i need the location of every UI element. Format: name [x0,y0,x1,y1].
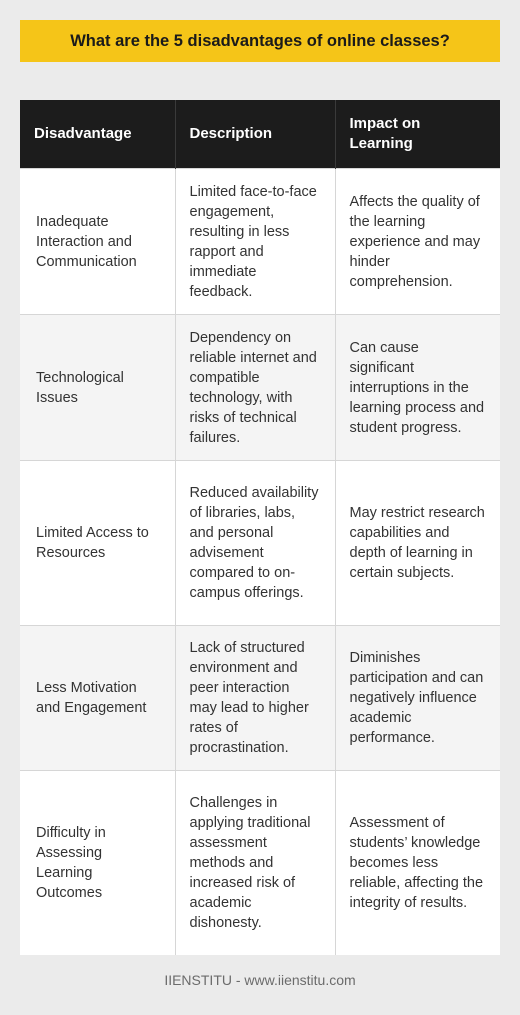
table-row [20,169,500,315]
impact-cell: Can cause significant interruptions in the learning process and student progress. [335,315,500,461]
footer-credit: IIENSTITU - www.iienstitu.com [164,972,356,988]
impact-cell: Affects the quality of the learning experience and may hinder comprehension. [335,169,500,315]
column-header-impact: Impact on Learning [335,100,500,169]
impact-cell: Diminishes participation and can negatively influence academic performance. [335,626,500,771]
column-header-disadvantage: Disadvantage [20,100,175,169]
disadvantage-cell: Technological Issues [20,315,175,461]
table-row [20,315,500,461]
table-row [20,461,500,626]
disadvantage-cell: Inadequate Interaction and Communication [20,169,175,315]
disadvantage-cell: Difficulty in Assessing Learning Outcomes [20,771,175,956]
description-cell: Limited face-to-face engagement, resulting in less rapport and immediate feedback. [175,169,335,315]
description-cell: Reduced availability of libraries, labs, and personal advisement compared to on-campus offerings. [175,461,335,626]
disadvantage-cell: Limited Access to Resources [20,461,175,626]
page-title-banner [20,20,500,62]
column-header-description: Description [175,100,335,169]
description-cell: Challenges in applying traditional assessment methods and increased risk of academic dishonesty. [175,771,335,956]
impact-cell: May restrict research capabilities and depth of learning in certain subjects. [335,461,500,626]
description-cell: Dependency on reliable internet and compatible technology, with risks of technical failures. [175,315,335,461]
table-header-row [20,100,500,169]
table-row [20,626,500,771]
description-cell: Lack of structured environment and peer interaction may lead to higher rates of procrastination. [175,626,335,771]
page-title: What are the 5 disadvantages of online classes? [70,31,450,50]
disadvantage-cell: Less Motivation and Engagement [20,626,175,771]
impact-cell: Assessment of students’ knowledge becomes less reliable, affecting the integrity of results. [335,771,500,956]
disadvantages-table [20,100,500,955]
table-row [20,771,500,956]
